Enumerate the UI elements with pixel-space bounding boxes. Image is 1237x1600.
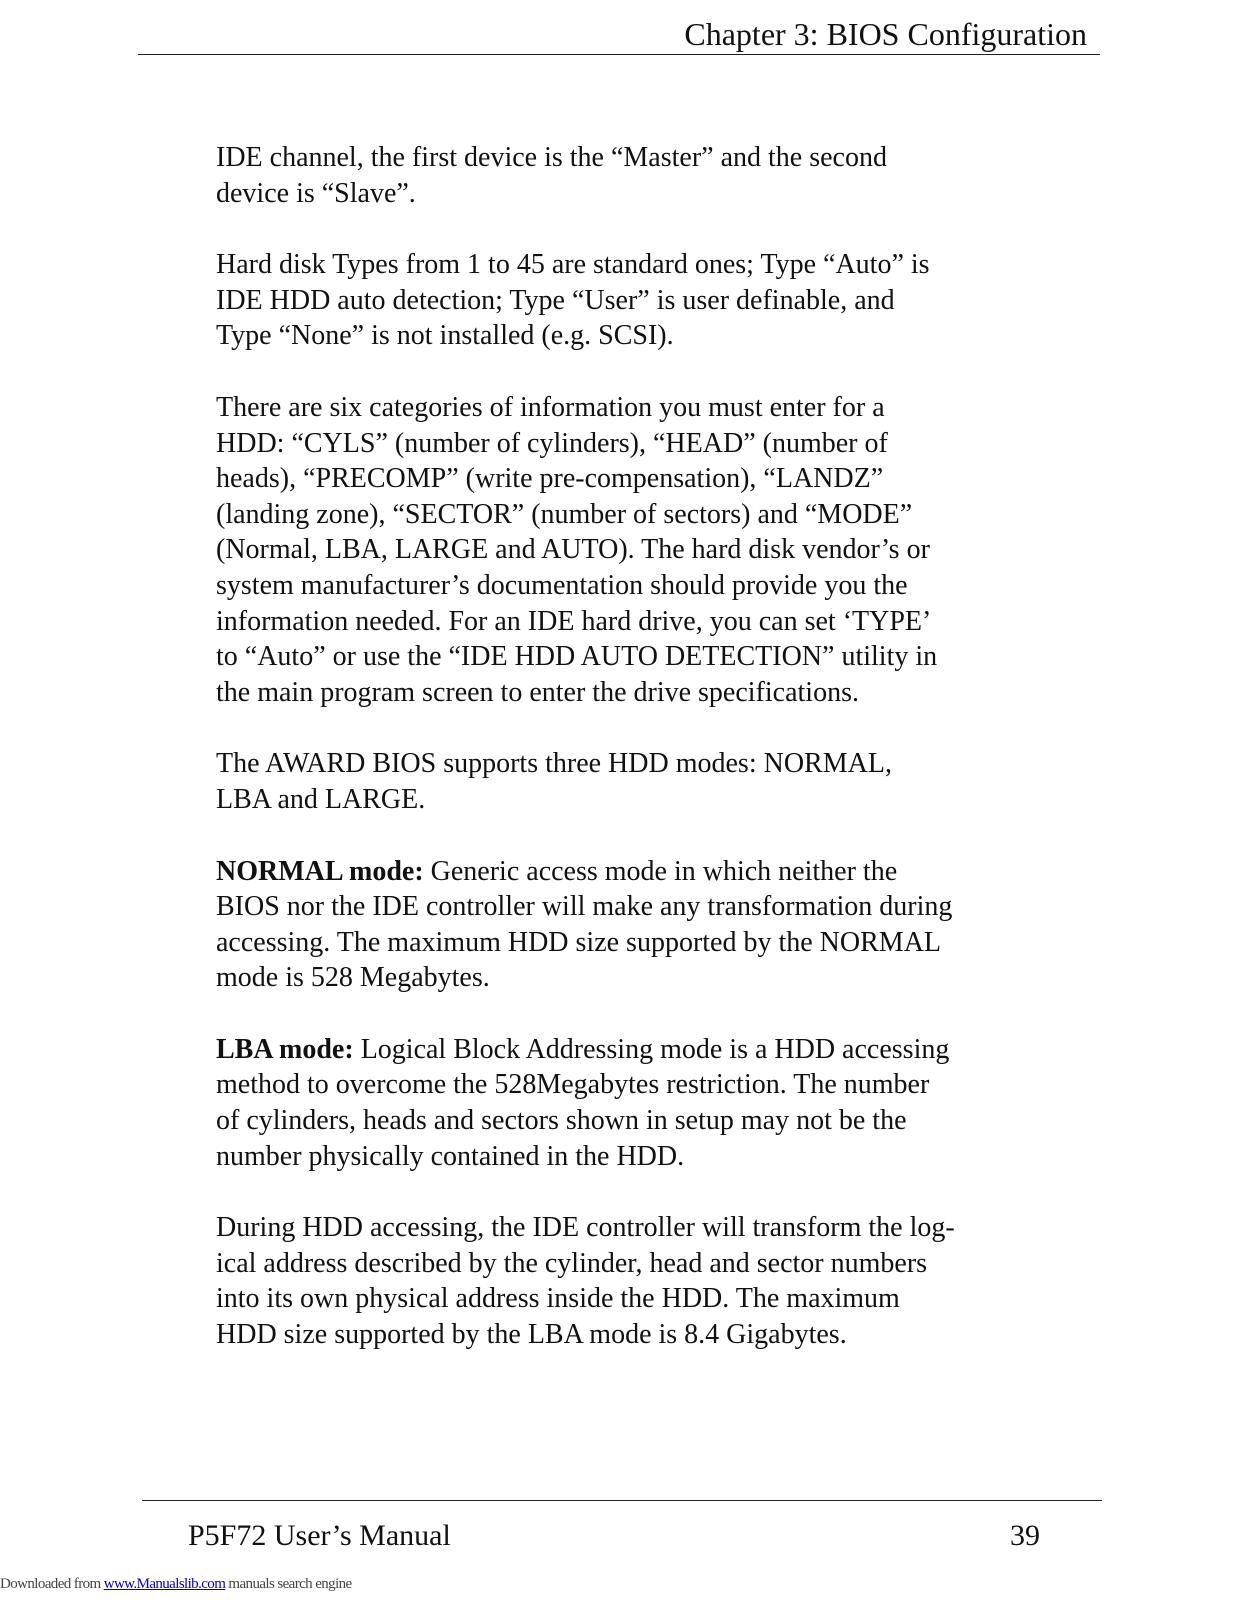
text-line: HDD size supported by the LBA mode is 8.4 Gigabytes. [216,1319,847,1351]
text-line: ical address described by the cylinder, head and sector numbers [216,1247,928,1279]
text-line: IDE channel, the first device is the “Master” and the second [216,142,887,173]
text-line: system manufacturer’s documentation should provide you the [216,569,908,601]
text-line: into its own physical address inside the HDD. The maximum [216,1283,900,1315]
text-line: the main program screen to enter the drive specifications. [216,676,859,708]
paragraph-hdd-categories [216,390,1016,710]
paragraph-hdd-modes [216,746,1016,817]
paragraph-lba-mode [216,1032,1016,1174]
download-note [0,1576,352,1593]
text-line: to “Auto” or use the “IDE HDD AUTO DETECTION” utility in [216,641,938,673]
page-number: 39 [1010,1519,1040,1552]
header-rule [138,54,1100,55]
footer-manual-title: P5F72 User’s Manual [188,1519,451,1552]
text-line: The AWARD BIOS supports three HDD modes: NORMAL, [216,748,892,780]
text-line: Hard disk Types from 1 to 45 are standard ones; Type “Auto” is [216,249,930,281]
manualslib-link[interactable]: www.Manualslib.com [103,1576,226,1592]
text-line: mode is 528 Megabytes. [216,962,490,994]
text-fragment: Logical Block Addressing mode is a HDD accessing [353,1033,950,1065]
chapter-title: Chapter 3: BIOS Configuration [684,16,1087,52]
download-suffix: manuals search engine [225,1576,352,1592]
paragraph-ide-channel [216,140,1016,211]
text-line [216,854,1016,890]
text-line: number physically contained in the HDD. [216,1140,685,1172]
paragraph-lba-transform [216,1210,1016,1352]
text-line [216,1032,1016,1068]
normal-mode-heading: NORMAL mode: [216,855,424,887]
text-line: information needed. For an IDE hard drive, you can set ‘TYPE’ [216,605,932,637]
text-line: accessing. The maximum HDD size supported by the NORMAL [216,926,942,958]
paragraph-normal-mode [216,854,1016,996]
footer-rule [142,1500,1102,1501]
text-line: LBA and LARGE. [216,783,426,815]
page-body [216,140,1016,1389]
text-fragment: Generic access mode in which neither the [423,855,898,887]
text-line: device is “Slave”. [216,177,416,209]
text-line: (landing zone), “SECTOR” (number of sectors) and “MODE” [216,498,913,530]
text-line: BIOS nor the IDE controller will make any transformation during [216,891,953,923]
text-line: HDD: “CYLS” (number of cylinders), “HEAD” (number of [216,427,888,459]
text-line: of cylinders, heads and sectors shown in setup may not be the [216,1105,907,1137]
paragraph-hdd-types [216,247,1016,354]
text-line: heads), “PRECOMP” (write pre-compensation), “LANDZ” [216,463,884,495]
text-line: (Normal, LBA, LARGE and AUTO). The hard disk vendor’s or [216,534,930,566]
text-line: Type “None” is not installed (e.g. SCSI). [216,320,674,352]
text-line: IDE HDD auto detection; Type “User” is user definable, and [216,284,895,316]
lba-mode-heading: LBA mode: [216,1033,354,1065]
text-line: method to overcome the 528Megabytes restriction. The number [216,1069,930,1101]
text-line: During HDD accessing, the IDE controller will transform the log- [216,1212,955,1244]
text-line: There are six categories of information you must enter for a [216,391,885,423]
download-prefix: Downloaded from [0,1576,104,1592]
